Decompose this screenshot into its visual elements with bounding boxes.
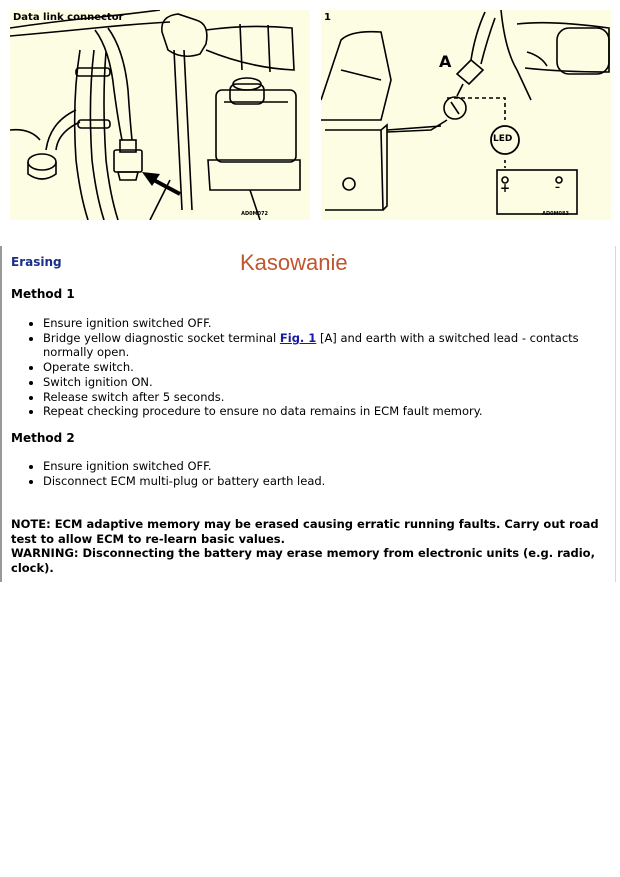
list-item — [43, 331, 611, 360]
bridge-circuit-illustration — [321, 10, 611, 220]
data-link-connector-illustration — [10, 10, 310, 220]
list-item: • Repeat checking procedure to ensure no data remains in ECM fault memory. — [43, 404, 611, 419]
warning-battery: WARNING: Disconnecting the battery may erase memory from electronic units (e.g. radio, clock). — [11, 546, 595, 575]
section-heading: Erasing — [11, 255, 62, 269]
figure-number: 1 — [324, 12, 331, 23]
battery-plus-terminal: + — [500, 181, 511, 195]
led-label: LED — [493, 134, 513, 144]
label-a: A — [439, 52, 452, 71]
figure-caption: Data link connector — [13, 12, 124, 23]
figure-reference-code: AD0M083 — [542, 211, 569, 217]
figure-data-link-connector — [10, 10, 310, 220]
method-2-steps — [26, 459, 611, 488]
method-1-heading: Method 1 — [11, 287, 75, 301]
list-item: • Switch ignition ON. — [43, 375, 611, 390]
overlay-title: Kasowanie — [240, 250, 348, 275]
list-item: • Disconnect ECM multi-plug or battery earth lead. — [43, 474, 611, 489]
note-adaptive-memory: NOTE: ECM adaptive memory may be erased causing erratic running faults. Carry out road test to allow ECM to re-learn basic values. — [11, 517, 599, 546]
figure-1-link[interactable]: Fig. 1 — [279, 330, 317, 345]
method-1-steps — [26, 316, 611, 419]
list-item: • Release switch after 5 seconds. — [43, 390, 611, 405]
list-item-text: Bridge yellow diagnostic socket terminal — [43, 330, 280, 345]
battery-minus-terminal: – — [555, 182, 560, 193]
erasing-procedure — [0, 246, 616, 582]
list-item: • Operate switch. — [43, 360, 611, 375]
list-item: • Ensure ignition switched OFF. — [43, 459, 611, 474]
list-item: • Ensure ignition switched OFF. — [43, 316, 611, 331]
list-item-text: [A] and earth with a switched lead - contacts normally open. — [43, 330, 579, 360]
figure-reference-code: AD0M072 — [241, 211, 268, 217]
method-2-heading: Method 2 — [11, 431, 75, 445]
figure-bridge-circuit — [321, 10, 611, 220]
